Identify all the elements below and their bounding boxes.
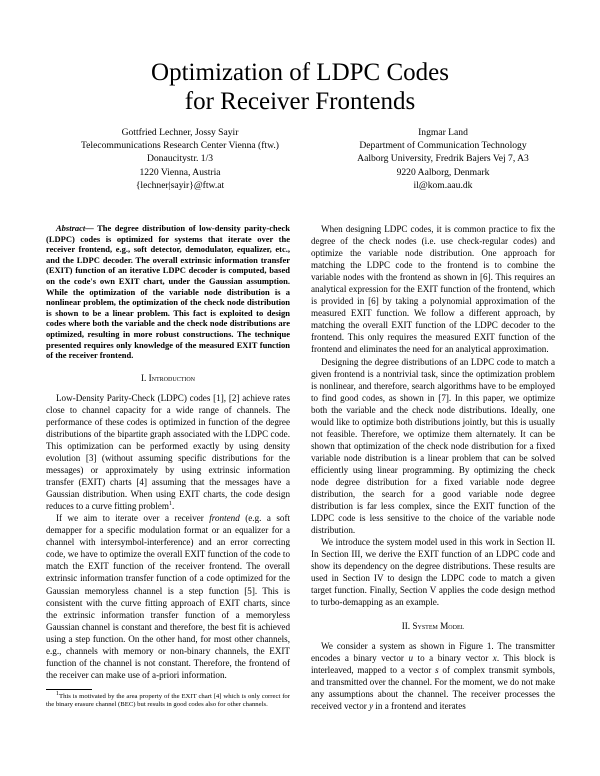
intro-p2-pre: If we aim to iterate over a receiver: [56, 513, 210, 524]
intro-p2-post: (e.g. a soft demapper for a specific modulation format or an equalizer for a channel with intersymbol-interference) and an error correcting code, we have to optimize the overall EXIT function of the code to match the EXIT function of the receiver frontend. The overall extrinsic information transfer function of a code optimized for the Gaussian memoryless channel is a step function [5]. This is consistent with the curve fitting approach of EXIT charts, since the extrinsic information transfer function of a memoryless Gaussian channel is constant and therefore, the best fit is achieved using a step function. On the other hand, for most other channels, e.g., channels with memory or non-binary channels, the EXIT function of the channel is not constant. Therefore, the frontend of the receiver can make use of a-priori information.: [46, 513, 290, 680]
section-heading-system-model: II. System Model: [401, 620, 465, 631]
author-email: {lechner|sayir}@ftw.at: [135, 179, 225, 191]
author-street: Aalborg University, Fredrik Bajers Vej 7, A3: [357, 153, 529, 165]
author-block-left: [64, 126, 296, 192]
right-paragraph-3: We introduce the system model used in this work in Section II. In Section III, we derive the EXIT function of an LDPC code and show its dependency on the degree distributions. These results are used in Section IV to design the LDPC code to match a given target function. Finally, Section V applies the code design method to turbo-demapping as an example.: [311, 537, 555, 608]
sm-text-b: to a binary vector: [413, 652, 493, 663]
intro-p2-emphasis: frontend: [209, 513, 240, 524]
author-city: 9220 Aalborg, Denmark: [396, 166, 490, 178]
system-model-paragraph: [311, 640, 555, 712]
intro-p1-text: Low-Density Parity-Check (LDPC) codes [1], [2] achieve rates close to channel capacity for a wide range of channels. The performance of these codes is optimized in function of the degree distributions of the bipartite graph associated with the LDPC code. This optimization can be performed exactly by using density evolution [3] (without assuming specific distributions for the messages) or approximately by using extrinsic information transfer (EXIT) charts [4] assuming that the messages have a Gaussian distribution. When using EXIT charts, the code design reduces to a curve fitting problem: [46, 392, 290, 512]
abstract: [46, 223, 290, 361]
sm-var-u: u: [408, 652, 413, 663]
sm-text-e: in a frontend and iterates: [373, 700, 466, 711]
section-heading-introduction: I. Introduction: [140, 372, 196, 383]
intro-p1-end: .: [171, 501, 175, 512]
sm-var-s: s: [435, 664, 439, 675]
abstract-lead: Abstract: [56, 223, 86, 233]
sm-var-y: y: [369, 700, 374, 711]
footnote-mark: 1: [168, 501, 172, 508]
author-names: Ingmar Land: [418, 127, 468, 138]
author-affiliation: Department of Communication Technology: [359, 140, 527, 152]
sm-var-x: x: [492, 652, 497, 663]
sm-text-c: . This block is interleaved, mapped to a vector: [311, 652, 555, 675]
sm-text-d: of complex transmit symbols, and transmitted over the channel. For the moment, we do not make any assumptions about the channel. The receiver processes the received vector: [311, 664, 555, 711]
author-names: Gottfried Lechner, Jossy Sayir: [121, 127, 239, 138]
author-street: Donaucitystr. 1/3: [146, 153, 214, 165]
intro-paragraph-2: [46, 512, 290, 681]
sm-text-a: We consider a system as shown in Figure 1. The transmitter encodes a binary vector: [311, 640, 555, 663]
right-paragraph-1: When designing LDPC codes, it is common practice to fix the degree of the check nodes (i.e. use check-regular codes) and optimize the variable node distribution. One approach for matching the LDPC code to the frontend is to combine the variable nodes with the frontend as shown in [6]. This requires an analytical expression for the EXIT function of the frontend, which is provided in [6] by taking a polynomial approximation of the measured EXIT function. We follow a different approach, by matching the overall EXIT function of the LDPC decoder to the frontend. This only requires the measured EXIT function of the frontend and eliminates the need for an analytical approximation.: [311, 224, 555, 355]
footnote-number: 1: [56, 690, 59, 697]
footnote: [46, 690, 290, 709]
author-block-right: [330, 126, 556, 192]
footnote-rule: [46, 689, 92, 690]
abstract-text: — The degree distribution of low-density parity-check (LDPC) codes is optimized for systems that iterate over the receiver frontend, e.g., soft detector, demodulator, equalizer, etc., and the LDPC decoder. The overall extrinsic information transfer (EXIT) function of an iterative LDPC decoder is computed, based on the code's own EXIT chart, under the Gaussian assumption. While the optimization of the variable node distribution is a nonlinear problem, the optimization of the check node distribution is shown to be a linear problem. This fact is exploited to design codes where both the variable and the check node distributions are optimized, resulting in more robust constructions. The technique presented requires only knowledge of the measured EXIT function of the receiver frontend.: [46, 223, 290, 361]
left-column: [46, 223, 290, 709]
title-line-2: for Receiver Frontends: [184, 88, 416, 115]
author-email: il@kom.aau.dk: [413, 179, 473, 191]
author-city: 1220 Vienna, Austria: [139, 166, 221, 178]
intro-paragraph-1: [46, 392, 290, 512]
right-column: [311, 223, 555, 712]
footnote-text: This is motivated by the area property of the EXIT chart [4] which is only correct for the binary erasure channel (BEC) but results in good codes also for other channels.: [46, 692, 290, 709]
author-affiliation: Telecommunications Research Center Vienna (ftw.): [80, 140, 279, 152]
title-line-1: Optimization of LDPC Codes: [151, 59, 449, 86]
paper-title: [0, 58, 600, 116]
right-paragraph-2: Designing the degree distributions of an LDPC code to match a given frontend is a nontrivial task, since the optimization problem is nonlinear, and therefore, search algorithms have to be employed to find good codes, as shown in [7]. In this paper, we optimize both the variable and the check node distributions. Ideally, one would like to optimize both distributions jointly, but this is usually not feasible. Therefore, we optimize them alternately. It can be shown that optimization of the check node distribution for a fixed variable node distribution is a linear problem that can be solved efficiently using linear programming. By optimizing the check node degree distribution for a fixed variable node degree distribution, the search for a good variable node degree distribution is far less complex, since the EXIT function of the LDPC code is less sensitive to the choice of the variable node distribution.: [311, 356, 555, 536]
